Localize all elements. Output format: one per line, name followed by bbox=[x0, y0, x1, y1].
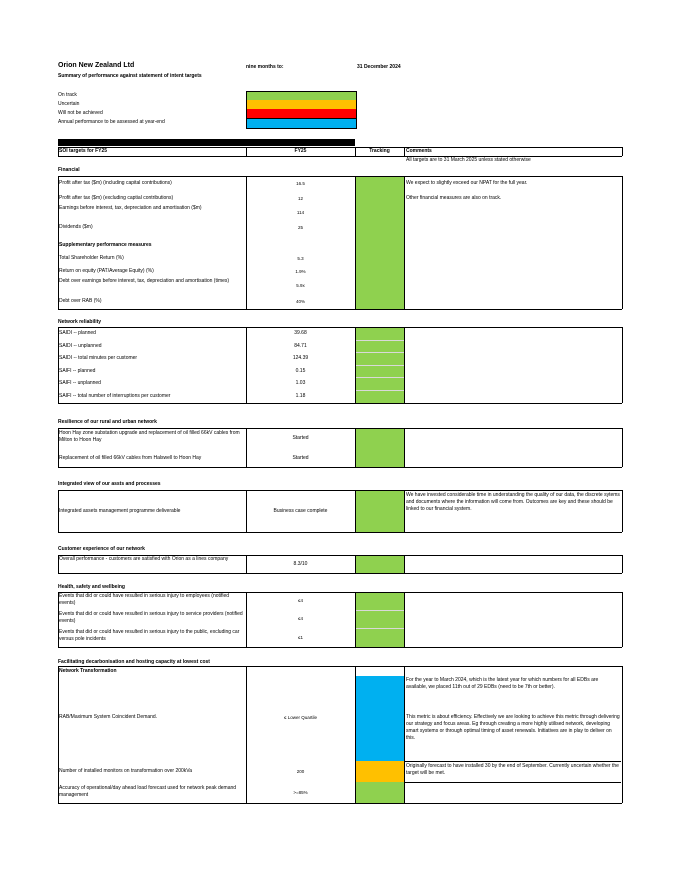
reliability-row-label: SAIFI -- unplanned bbox=[59, 380, 101, 386]
reliability-row-value: 1.03 bbox=[295, 380, 306, 386]
customer-value: 8.3/10 bbox=[293, 561, 308, 567]
tracking-rab-demand bbox=[356, 676, 404, 761]
period-date: 31 December 2024 bbox=[357, 64, 401, 70]
resilience-row-label: Hoon Hay zone substation upgrade and replacement of oil filled 66kV cables from Milton to Hoon Hay bbox=[59, 430, 240, 443]
tracking-load-forecast bbox=[356, 782, 404, 803]
legend-swatch-yellow bbox=[246, 100, 357, 109]
health-row-label: Events that did or could have resulted in serious injury to the public, excluding car versus pole incidents bbox=[59, 629, 240, 642]
header-black-bar bbox=[58, 139, 355, 146]
reliability-row-label: SAIFI -- total number of interruptions per customer bbox=[59, 393, 171, 399]
customer-label: Overall performance - customers are satisfied with Orion as a lines company bbox=[59, 556, 229, 562]
financial-row-label: Earnings before interest, tax, depreciation and amortisation ($m) bbox=[59, 205, 202, 211]
reliability-row-label: SAIDI -- unplanned bbox=[59, 343, 102, 349]
period-label: nine months to: bbox=[246, 64, 284, 70]
section-title-integrated: Integrated view of our assts and processes bbox=[58, 481, 161, 487]
legend-label-year-end: Annual performance to be assessed at year-end bbox=[58, 119, 165, 125]
decarb-comment-rab: For the year to March 2024, which is the latest year for which numbers for all EDBs are available, we placed 11th out of 29 EDBs (need to be 7th or better). bbox=[406, 677, 599, 690]
tracking-resilience bbox=[356, 429, 404, 467]
health-row-label: Events that did or could have resulted in serious injury to employees (notified events) bbox=[59, 593, 230, 606]
tracking-customer bbox=[356, 556, 404, 573]
page-subtitle: Summary of performance against statement of intent targets bbox=[58, 73, 202, 79]
financial-row-label: Dividends ($m) bbox=[59, 224, 93, 230]
financial-row-value: 25 bbox=[297, 225, 303, 230]
section-title-supplementary: Supplementary performance measures bbox=[59, 242, 152, 248]
legend-label-on-track: On track bbox=[58, 92, 77, 98]
tracking-monitors bbox=[356, 761, 404, 782]
financial-comment: We expect to slightly exceed our NPAT for the full year. bbox=[406, 180, 528, 186]
financial-row-value: 16.5 bbox=[296, 181, 305, 186]
decarb-row-label: Number of installed monitors on transformation over 200kVa bbox=[59, 768, 193, 774]
legend-swatch-blue bbox=[246, 118, 357, 129]
supp-row-value: 1.9% bbox=[295, 269, 306, 274]
reliability-row-label: SAIDI -- planned bbox=[59, 330, 96, 336]
integrated-label: Integrated assets management programme deliverable bbox=[59, 508, 181, 514]
col-header-comments: Comments bbox=[406, 148, 432, 154]
decarb-row-value: >=85% bbox=[293, 790, 308, 795]
supp-row-value: 40% bbox=[295, 299, 305, 304]
decarb-comment-monitors: Originally forecast to have installed 30 by the end of September. Currently uncertain whether the target will be met. bbox=[406, 763, 619, 776]
tracking-financial bbox=[356, 177, 404, 309]
legend-swatch-red bbox=[246, 109, 357, 118]
company-name: Orion New Zealand Ltd bbox=[58, 62, 135, 69]
section-title-decarbonisation: Facilitating decarbonisation and hosting capacity at lowest cost bbox=[58, 659, 210, 665]
tracking-integrated bbox=[356, 491, 404, 532]
financial-row-value: 12 bbox=[297, 196, 303, 201]
reliability-row-value: 0.15 bbox=[295, 368, 306, 374]
section-title-resilience: Resilience of our rural and urban network bbox=[58, 419, 157, 425]
supp-row-value: 5.3 bbox=[297, 256, 304, 261]
health-row-value: ≤1 bbox=[298, 635, 303, 640]
reliability-row-value: 124.39 bbox=[292, 355, 309, 361]
reliability-row-label: SAIDI -- total minutes per customer bbox=[59, 355, 138, 361]
reliability-row-value: 84.71 bbox=[294, 343, 307, 349]
financial-row-value: 114 bbox=[296, 210, 305, 215]
health-row-value: ≤4 bbox=[298, 598, 303, 603]
health-row-value: ≤4 bbox=[298, 616, 303, 621]
resilience-row-value: Started bbox=[292, 435, 309, 441]
financial-row-label: Profit after tax ($m) (excluding captial contributions) bbox=[59, 195, 174, 201]
integrated-value: Business case complete bbox=[273, 508, 328, 514]
section-title-health-safety: Health, safety and wellbeing bbox=[58, 584, 125, 590]
health-row-label: Events that did or could have resulted in serious injury to service providers (notified events) bbox=[59, 611, 243, 624]
supp-row-label: Debt over earnings before interest, tax, depreciation and amortisation (times) bbox=[59, 278, 230, 284]
supp-row-label: Return on equity (PAT/Average Equity) (%) bbox=[59, 268, 154, 274]
legend-label-uncertain: Uncertain bbox=[58, 101, 80, 107]
reliability-row-value: 1.18 bbox=[295, 393, 306, 399]
section-title-network-reliability: Network reliability bbox=[58, 319, 102, 325]
section-title-financial: Financial bbox=[58, 167, 80, 173]
resilience-row-label: Replacement of oil filled 66kV cables from Halswell to Hoon Hay bbox=[59, 455, 202, 461]
decarb-row-value: 200 bbox=[296, 769, 305, 774]
supp-row-label: Debt over RAB (%) bbox=[59, 298, 102, 304]
table-note: All targets are to 31 March 2025 unless stated otherwise bbox=[406, 157, 531, 163]
financial-comment: Other financial measures are also on track. bbox=[406, 195, 502, 201]
decarb-row-value: ≤ Lower Quartile bbox=[284, 715, 317, 720]
integrated-comment: We have invested considerable time in understanding the quality of our data, the discrete sytems and documents where the information will come from. Outcomes are key and these should be linked to our financial system. bbox=[406, 492, 620, 512]
tracking-health-safety bbox=[356, 593, 404, 647]
financial-row-label: Profit after tax ($m) (including capital contributions) bbox=[59, 180, 172, 186]
reliability-row-value: 39.68 bbox=[294, 330, 307, 336]
section-title-customer: Customer experience of our network bbox=[58, 546, 145, 552]
resilience-row-value: Started bbox=[292, 455, 309, 461]
col-header-fy25: FY25 bbox=[294, 148, 307, 154]
subsection-network-transformation: Network Transformation bbox=[59, 668, 117, 674]
supp-row-value: 5.9x bbox=[296, 283, 305, 288]
decarb-row-label: RAB/Maximum System Coincident Demand. bbox=[59, 714, 158, 720]
reliability-row-label: SAIFI -- planned bbox=[59, 368, 96, 374]
decarb-row-label: Accuracy of operational/day ahead load forecast used for network peak demand management bbox=[59, 785, 237, 798]
legend-label-not-achieved: Will not be achieved bbox=[58, 110, 103, 116]
col-header-soi-targets: SOI targets for FY25 bbox=[59, 148, 108, 154]
supp-row-label: Total Shareholder Return (%) bbox=[59, 255, 124, 261]
col-header-tracking: Tracking bbox=[369, 148, 390, 154]
decarb-comment-rab-detail: This metric is about efficiency. Effectively we are looking to achieve this metric through delivering our strategy and focus areas. Eg through creating a more highly utilised network, developing smart systems or through optimal timing of asset renewals. Initiatives are in play to deliver on this. bbox=[406, 714, 620, 741]
